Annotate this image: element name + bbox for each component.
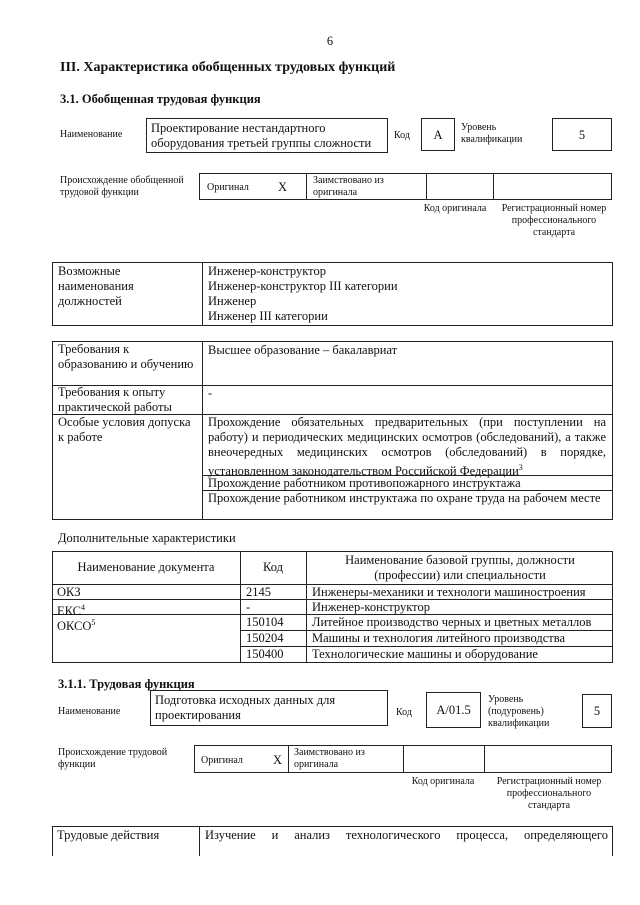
section-title: III. Характеристика обобщенных трудовых функций [60,60,396,75]
subfunction-level: 5 [582,694,612,728]
actions-value: Изучение и анализ технологического процесса, определяющего [205,828,608,842]
footnote-mark: 5 [91,618,96,627]
table-row-code: - [246,600,251,614]
table-row-name: Инженер-конструктор [312,600,430,614]
header-document: Наименование документа [77,560,215,574]
origin-divider [426,173,427,200]
reg-number-caption: Регистрационный номер профессионального стандарта [501,203,607,238]
special-item: Прохождение работником противопожарного инструктажа [208,476,521,490]
subfunction-code: А/01.5 [426,692,481,728]
origin-divider [484,745,485,773]
doc-text: ОКСО [57,619,92,634]
table-row-code: 150104 [246,615,284,629]
subfunction-title: 3.1.1. Трудовая функция [58,677,195,691]
position-item: Инженер-конструктор III категории [208,279,398,293]
subfunction-name-box [150,690,388,726]
origin-divider [288,745,289,773]
table-row-name: Инженеры-механики и технологи машиностроения [312,585,586,599]
reg-number-caption: Регистрационный номер профессионального стандарта [496,776,602,811]
table-row-name: Машины и технология литейного производства [312,631,565,645]
position-item: Инженер [208,294,257,308]
education-label: Требования к образованию и обучению [58,342,194,371]
table-row-name: Технологические машины и оборудование [312,647,538,661]
borrowed-label: Заимствовано из оригинала [294,747,365,770]
code-label: Код [396,707,412,718]
requirements-divider [202,341,203,520]
origin-divider [306,173,307,200]
subfunction-name-value: Подготовка исходных данных для проектирования [155,693,336,722]
footnote-mark: 3 [518,463,523,472]
original-mark: X [273,753,283,767]
page-number: 6 [326,34,334,48]
header-code: Код [263,560,283,574]
actions-label: Трудовые действия [57,828,160,842]
original-label: Оригинал [207,182,249,193]
position-item: Инженер-конструктор [208,264,326,278]
code-original-caption: Код оригинала [411,776,475,787]
table-row-doc [57,615,95,634]
additional-title: Дополнительные характеристики [58,531,236,545]
function-code: А [421,118,455,151]
function-name-value: Проектирование нестандартного оборудования третьей группы сложности [151,121,372,150]
special-item: Прохождение работником инструктажа по охране труда на рабочем месте [208,491,601,505]
position-item: Инженер III категории [208,309,328,323]
table-row-doc: ОКЗ [57,585,81,599]
experience-label: Требования к опыту практической работы [58,385,172,414]
origin-divider [493,173,494,200]
experience-value: - [208,386,213,400]
positions-divider [202,262,203,326]
level-label: Уровень квалификации [461,122,523,145]
positions-label: Возможные наименования должностей [58,264,134,308]
name-label: Наименование [60,129,123,140]
origin-divider [403,745,404,773]
code-original-caption: Код оригинала [423,203,487,214]
table-row-code: 150204 [246,631,284,645]
special-item-text: Прохождение обязательных предварительных (при поступлении на работу) и периодических медицинских осмотров (обследований), а также внеочередных медицинских осмотров (обследований) в порядке, установленном законодательством Российской Федерации [208,415,606,479]
origin-label: Происхождение обобщенной трудовой функции [60,175,184,198]
footnote-mark: 4 [81,603,85,612]
header-name: Наименование базовой группы, должности (профессии) или специальности [345,553,575,582]
borrowed-label: Заимствовано из оригинала [313,175,384,198]
function-level: 5 [552,118,612,151]
doc-text: ЕКС [57,604,81,619]
function-name-box [146,118,388,153]
special-item [208,415,606,479]
code-label: Код [394,130,410,141]
actions-divider [199,826,200,856]
level-label: Уровень (подуровень) квалификации [488,694,550,729]
special-label: Особые условия допуска к работе [58,415,191,444]
function-title: 3.1. Обобщенная трудовая функция [60,92,261,106]
table-row-name: Литейное производство черных и цветных металлов [312,615,592,629]
education-value: Высшее образование – бакалавриат [208,343,398,357]
origin-label: Происхождение трудовой функции [58,747,168,770]
original-mark: X [278,180,288,194]
original-label: Оригинал [201,755,243,766]
table-row-code: 150400 [246,647,284,661]
table-row-code: 2145 [246,585,271,599]
name-label: Наименование [58,706,121,717]
